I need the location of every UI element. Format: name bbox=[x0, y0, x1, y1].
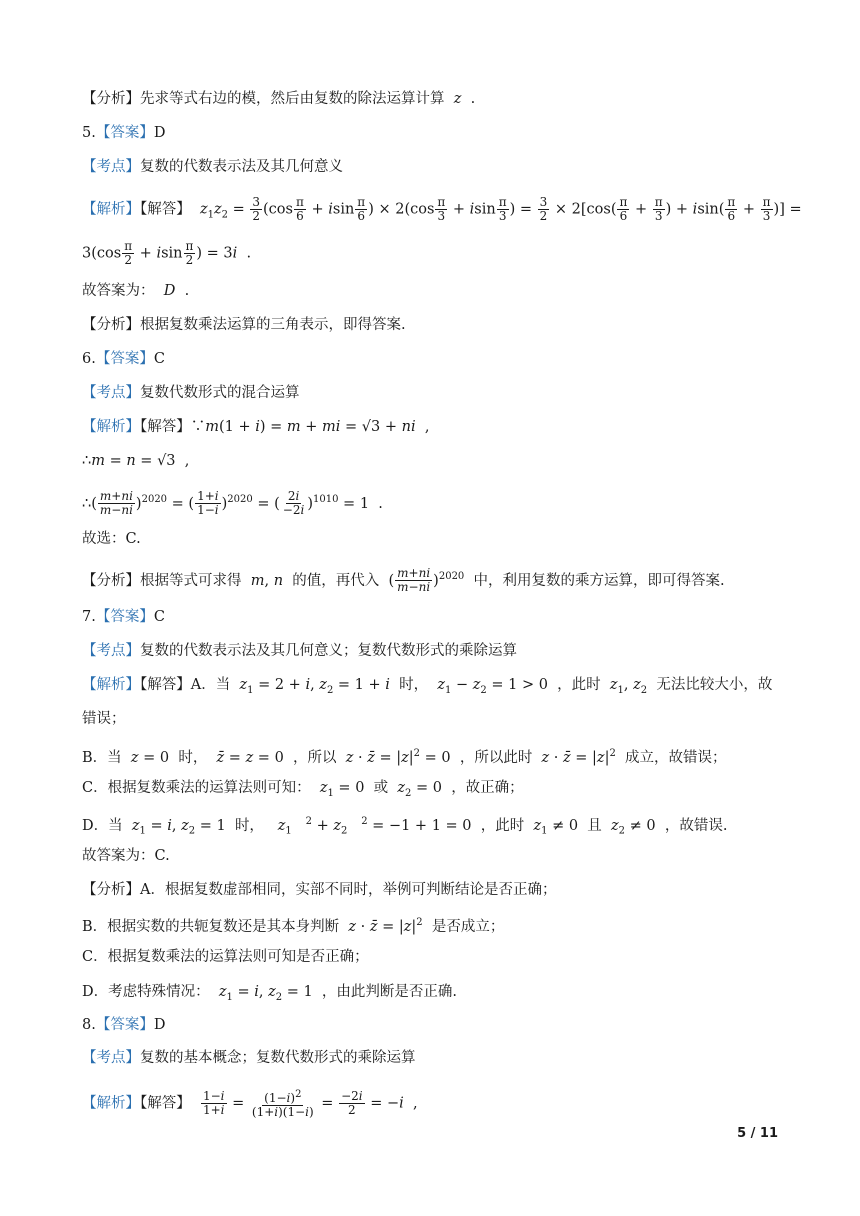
analysis-line-q6: 【分析】根据等式可求得 m, n 的值，再代入 ( $\frac{m+ni}{m-ni}$ )$^{2020}$ 中，利用复数的乘方运算，即可得答案. bbox=[82, 566, 725, 595]
final-line-q7: 故答案为：C. bbox=[82, 848, 170, 864]
answer-line-q5: 5.【答案】D bbox=[82, 125, 166, 141]
analysis-text: 先求等式右边的模，然后由复数的除法运算计算 bbox=[140, 91, 445, 107]
final-line-q5: 故答案为： D . bbox=[82, 283, 190, 299]
analysis-tag: 【分析】 bbox=[82, 91, 140, 107]
parse-line-q5-cont: 3(cos $\frac{\pi}{2}$ + isin $\frac{\pi}{2}$ ) = 3i . bbox=[82, 239, 252, 267]
parse-line-q7-a-cont: 错误； bbox=[82, 711, 126, 727]
analysis-line-q7-d: D．考虑特殊情况： $z_1 = i$, $z_2 = 1$ ，由此判断是否正确. bbox=[82, 984, 458, 1003]
answer-tag: 【答案】 bbox=[95, 125, 154, 141]
parse-line-q7-b: B．当 z = 0 时， z̄ = z = 0 ，所以 z · z̄ = $|z|^2 = 0$ ，所以此时 z · z̄ = $|z|^2$ 成立，故错误； bbox=[82, 748, 727, 766]
math-line-q6-b: ∴( $\frac{m+ni}{m-ni}$ )$^{2020}$ = ( $\frac{1+i}{1-i}$ )$^{2020}$ = ( $\frac{2i}{-2i}$ )$^{1010}$ = 1 . bbox=[82, 489, 383, 518]
analysis-line-q5: 【分析】根据复数乘法运算的三角表示，即得答案. bbox=[82, 317, 406, 333]
choice-line-q6: 故选：C. bbox=[82, 531, 141, 547]
point-line-q6: 【考点】复数代数形式的混合运算 bbox=[82, 385, 300, 401]
answer-line-q7: 7.【答案】C bbox=[82, 609, 165, 625]
analysis-line-q4: 【分析】先求等式右边的模，然后由复数的除法运算计算 z . bbox=[82, 91, 476, 107]
parse-line-q6: 【解析】【解答】∵m(1 + i) = m + mi = √3 + ni , bbox=[82, 419, 430, 435]
point-line-q5: 【考点】复数的代数表示法及其几何意义 bbox=[82, 159, 343, 175]
parse-line-q8: 【解析】【解答】 $\frac{1-i}{1+i}$ = $\frac{(1-i)^2}{(1+i)(1-i)}$ = $\frac{-2i}{2}$ = −i , bbox=[82, 1089, 418, 1119]
analysis-line-q7-b: B．根据实数的共轭复数还是其本身判断 z · z̄ = $|z|^2$ 是否成立； bbox=[82, 917, 505, 935]
answer-line-q6: 6.【答案】C bbox=[82, 351, 165, 367]
answer-line-q8: 8.【答案】D bbox=[82, 1017, 166, 1033]
parse-line-q7-d: D．当 $z_1 = i$, $z_2 = 1$ 时， $z_1$ $^2 + z_2$ $^2$ = −1 + 1 = 0 ，此时 $z_1 \ne 0$ 且 $z_2 \ne 0$ ，故错误. bbox=[82, 816, 728, 837]
answer-value: D bbox=[153, 125, 166, 141]
page-number: 5 / 11 bbox=[737, 1126, 778, 1141]
parse-line-q5: 【解析】【解答】 $z_1z_2$ = $\frac{3}{2}$ (cos $\frac{\pi}{6}$ + isin $\frac{\pi}{6}$ ) × 2(cos $\frac{\pi}{3}$ + isin $\frac{\pi}{3}$ ) = $\frac{3}{2}$ × 2[cos( $\frac{\pi}{6}$ + $\frac{\pi}{3}$ ) + isin( $\frac{\pi}{6}$ + $\frac{\pi}{3}$ )] = bbox=[82, 195, 802, 223]
point-line-q8: 【考点】复数的基本概念；复数代数形式的乘除运算 bbox=[82, 1050, 416, 1066]
math-line-q6-a: ∴m = n = √3 , bbox=[82, 453, 190, 469]
parse-line-q7-a: 【解析】【解答】A．当 $z_1 = 2 + i$, $z_2 = 1 + i$ 时， $z_1 - z_2 = 1 > 0$ ，此时 $z_1$, $z_2$ 无法比较大小，故 bbox=[82, 677, 773, 696]
parse-line-q7-c: C．根据复数乘法的运算法则可知： $z_1 = 0$ 或 $z_2 = 0$ ，故正确； bbox=[82, 780, 524, 799]
analysis-line-q7-c: C．根据复数乘法的运算法则可知是否正确； bbox=[82, 949, 369, 965]
point-line-q7: 【考点】复数的代数表示法及其几何意义；复数代数形式的乘除运算 bbox=[82, 643, 517, 659]
analysis-line-q7-a: 【分析】A．根据复数虚部相同，实部不同时，举例可判断结论是否正确； bbox=[82, 882, 557, 898]
